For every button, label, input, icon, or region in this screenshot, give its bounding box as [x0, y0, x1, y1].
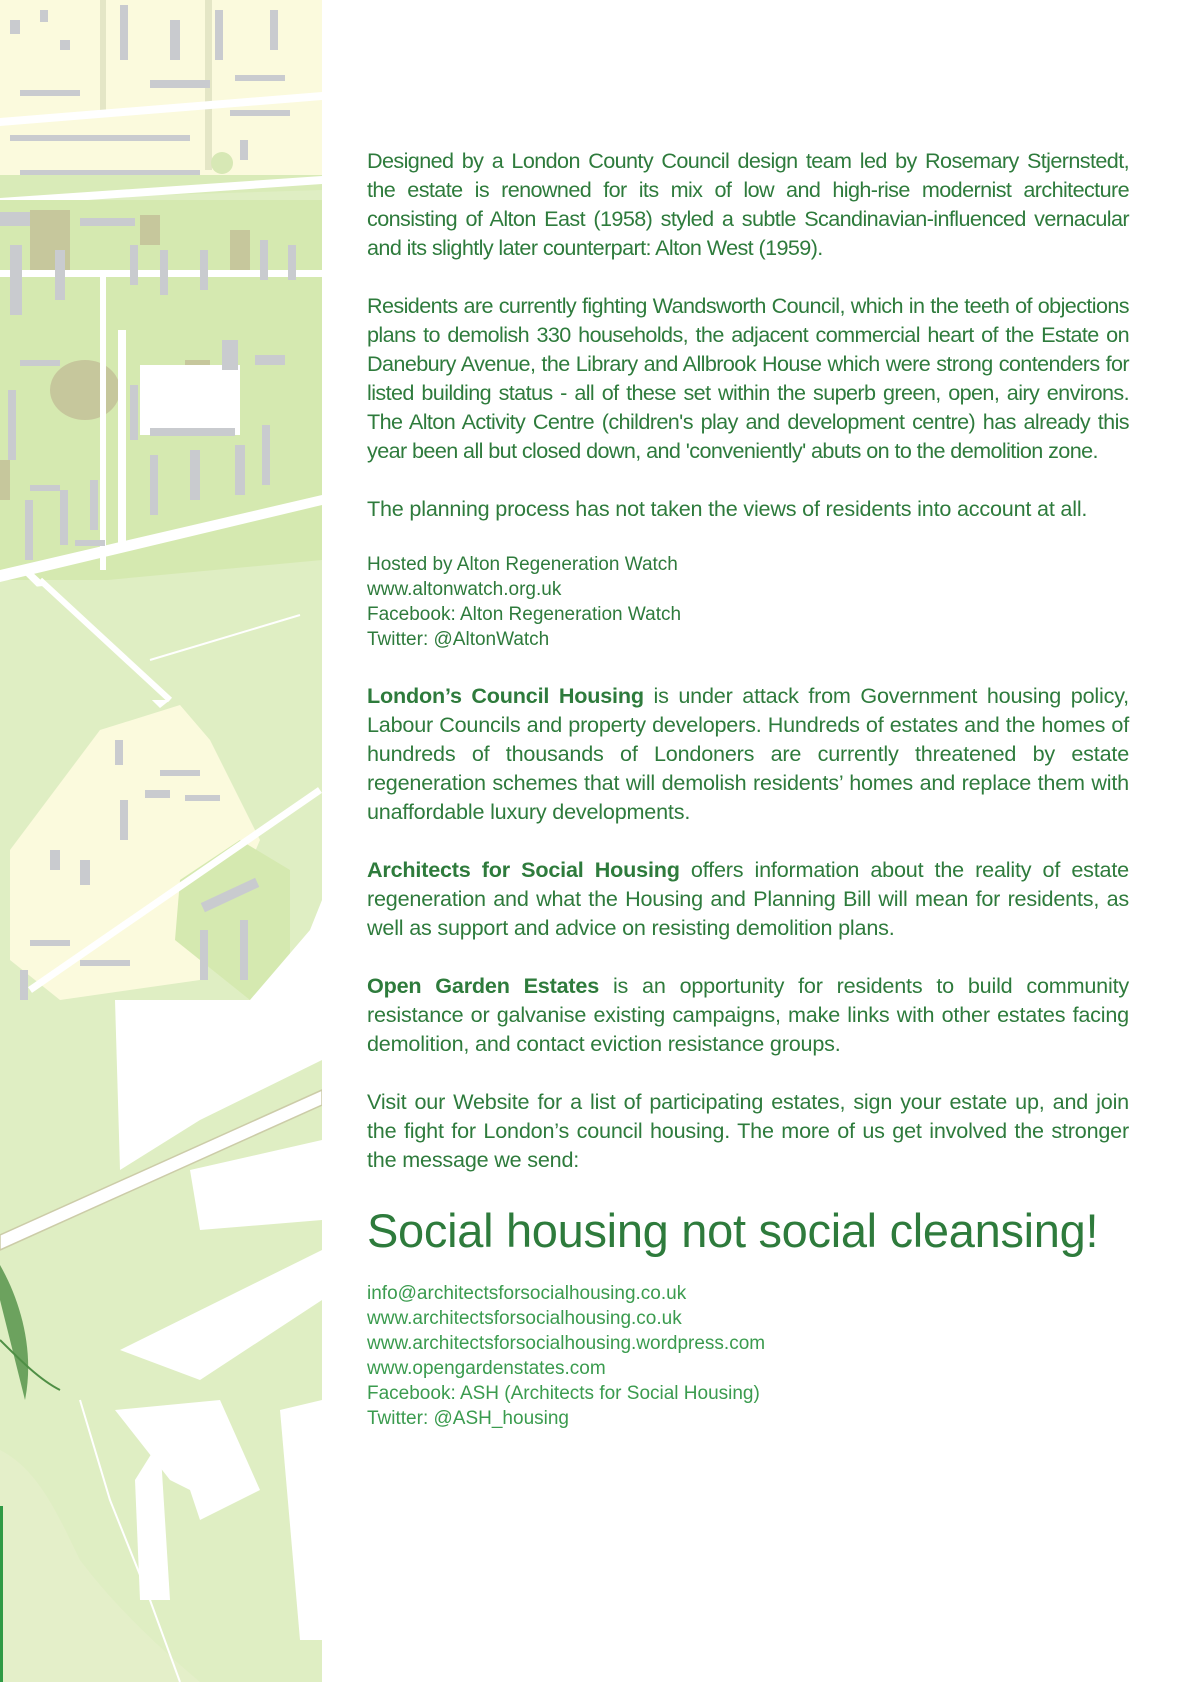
ash-wordpress-link[interactable]: www.architectsforsocialhousing.wordpress.com: [367, 1333, 766, 1354]
oge-website-link[interactable]: www.opengardenstates.com: [367, 1358, 606, 1379]
map-illustration: [0, 0, 322, 1682]
ash-facebook[interactable]: Facebook: ASH (Architects for Social Housing): [367, 1383, 760, 1404]
intro-paragraph-1: Designed by a London County Council design team led by Rosemary Stjernstedt, the estate is renowned for its mix of low and high-rise modernist architecture consisting of Alton East (1958) styled a subtle Scandinavian-influenced vernacular and its slightly later counterpart: Alton West (1959).: [367, 148, 1129, 260]
ash-email-link[interactable]: info@architectsforsocialhousing.co.uk: [367, 1283, 687, 1304]
alton-facebook[interactable]: Facebook: Alton Regeneration Watch: [367, 604, 682, 625]
map-road: [100, 0, 106, 110]
ash-paragraph: [367, 855, 1129, 942]
alton-website-link[interactable]: www.altonwatch.org.uk: [367, 579, 562, 600]
council-housing-paragraph: [367, 681, 1129, 826]
council-housing-title: London’s Council Housing: [367, 683, 644, 708]
alton-host: Hosted by Alton Regeneration Watch: [367, 554, 678, 575]
ash-twitter[interactable]: Twitter: @ASH_housing: [367, 1408, 569, 1429]
ash-website-link[interactable]: www.architectsforsocialhousing.co.uk: [367, 1308, 682, 1329]
edge-accent-line: [0, 1506, 3, 1682]
aerial-site-map: [0, 0, 322, 1682]
alton-contacts: [367, 552, 1129, 652]
intro-paragraph-2: Residents are currently fighting Wandsworth Council, which in the teeth of objections plans to demolish 330 households, the adjacent commercial heart of the Estate on Danebury Avenue, the Library and Allbrook House which were strong contenders for listed building status - all of these set within the superb green, open, airy environs. The Alton Activity Centre (children's play and development centre) has already this year been all but closed down, and 'conveniently' abuts on to the demolition zone.: [367, 293, 1129, 463]
council-housing-text: is under attack from Government housing policy, Labour Councils and property developers. Hundreds of estates and the homes of hundreds of thousands of Londoners are currently threatened by estate regeneration schemes that will demolish residents’ homes and replace them with unaffordable luxury developments.: [367, 683, 1129, 824]
oge-text: is an opportunity for residents to build community resistance or galvanise existing campaigns, make links with other estates facing demolition, and contact eviction resistance groups.: [367, 973, 1129, 1056]
ash-title: Architects for Social Housing: [367, 857, 680, 882]
slogan-headline: Social housing not social cleansing!: [367, 1204, 1099, 1257]
article-body: [367, 146, 1129, 1460]
oge-title: Open Garden Estates: [367, 973, 600, 998]
oge-paragraph: [367, 971, 1129, 1058]
ash-contacts: [367, 1281, 1129, 1431]
map-roundabout: [211, 152, 233, 174]
alton-twitter[interactable]: Twitter: @AltonWatch: [367, 629, 550, 650]
visit-paragraph: Visit our Website for a list of participating estates, sign your estate up, and join the fight for London’s council housing. The more of us get involved the stronger the message we send:: [367, 1089, 1129, 1172]
intro-paragraph-3: The planning process has not taken the views of residents into account at all.: [367, 496, 1088, 521]
ash-text: offers information about the reality of estate regeneration and what the Housing and Planning Bill will mean for residents, as well as support and advice on resisting demolition plans.: [367, 857, 1129, 940]
